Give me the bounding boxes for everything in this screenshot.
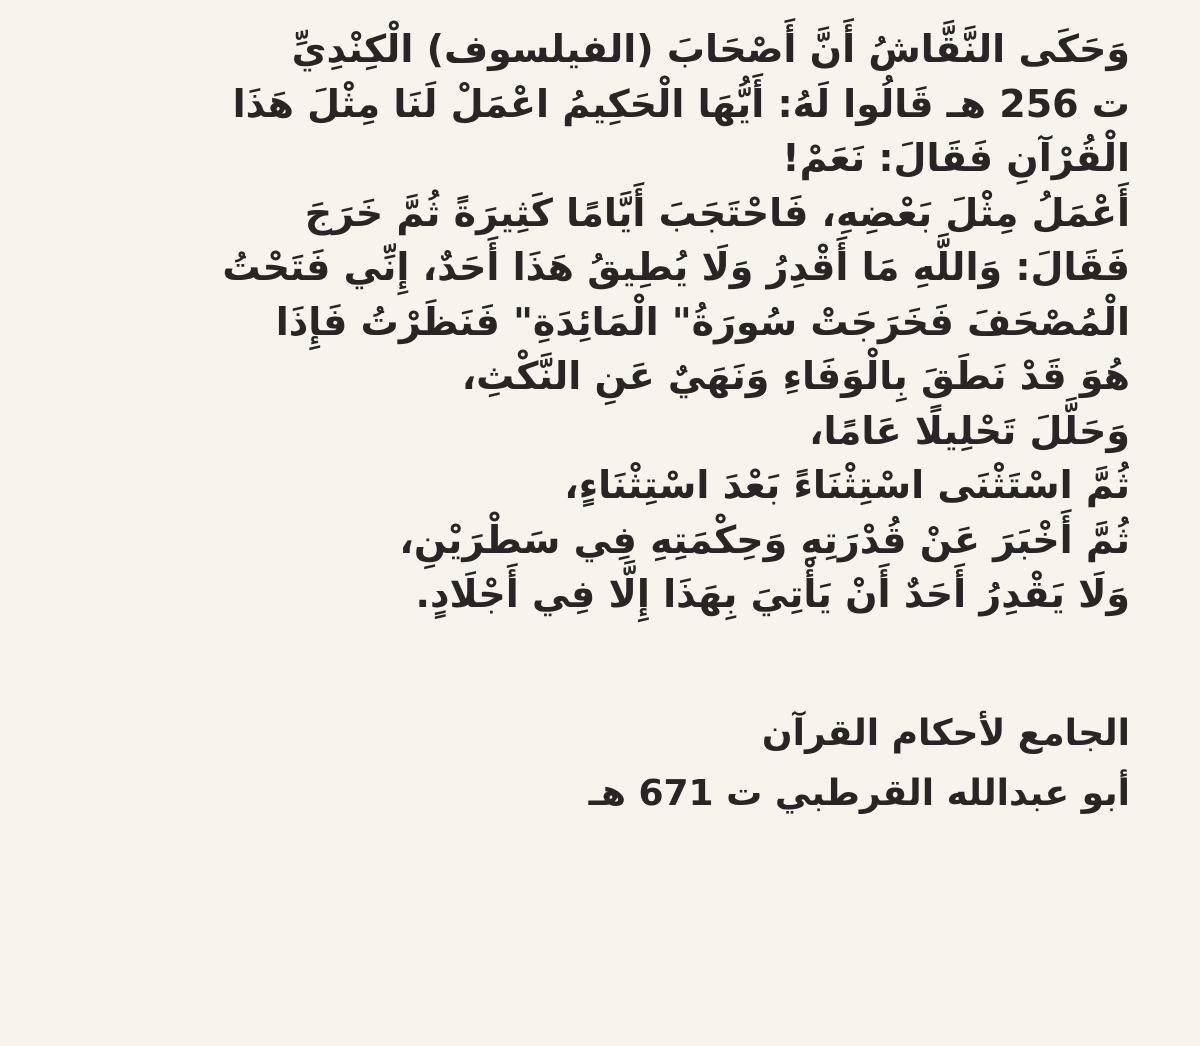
quote-line: وَحَكَى النَّقَّاشُ أَنَّ أَصْحَابَ (الفيلسوف) الْكِنْدِيِّ	[291, 27, 1130, 71]
spacer	[60, 622, 1130, 704]
quote-line: وَلَا يَقْدِرُ أَحَدٌ أَنْ يَأْتِيَ بِهَذَا إِلَّا فِي أَجْلَادٍ.	[415, 572, 1130, 616]
source-title: الجامع لأحكام القرآن	[761, 712, 1130, 754]
quote-line: هُوَ قَدْ نَطَقَ بِالْوَفَاءِ وَنَهَيٌ عَنِ النَّكْثِ،	[461, 354, 1130, 398]
quote-line: فَقَالَ: وَاللَّهِ مَا أَقْدِرُ وَلَا يُطِيقُ هَذَا أَحَدٌ، إِنِّي فَتَحْتُ	[222, 245, 1130, 289]
source-citation	[60, 704, 1130, 824]
quote-line: ت 256 هـ قَالُوا لَهُ: أَيُّهَا الْحَكِيمُ اعْمَلْ لَنَا مِثْلَ هَذَا	[232, 81, 1130, 126]
quote-line: ثُمَّ اسْتَثْنَى اسْتِثْنَاءً بَعْدَ اسْتِثْنَاءٍ،	[564, 463, 1130, 507]
quote-line: ثُمَّ أَخْبَرَ عَنْ قُدْرَتِهِ وَحِكْمَتِهِ فِي سَطْرَيْنِ،	[399, 517, 1130, 562]
quote-line: أَعْمَلُ مِثْلَ بَعْضِهِ، فَاحْتَجَبَ أَيَّامًا كَثِيرَةً ثُمَّ خَرَجَ	[304, 190, 1130, 235]
source-author: أبو عبدالله القرطبي ت 671 هـ	[588, 772, 1130, 814]
quote-line: الْقُرْآنِ فَقَالَ: نَعَمْ!	[782, 136, 1130, 180]
quote-line: وَحَلَّلَ تَحْلِيلًا عَامًا،	[809, 408, 1130, 453]
quote-text	[60, 22, 1130, 622]
quote-line: الْمُصْحَفَ فَخَرَجَتْ سُورَةُ" الْمَائِدَةِ" فَنَظَرْتُ فَإِذَا	[275, 299, 1130, 344]
